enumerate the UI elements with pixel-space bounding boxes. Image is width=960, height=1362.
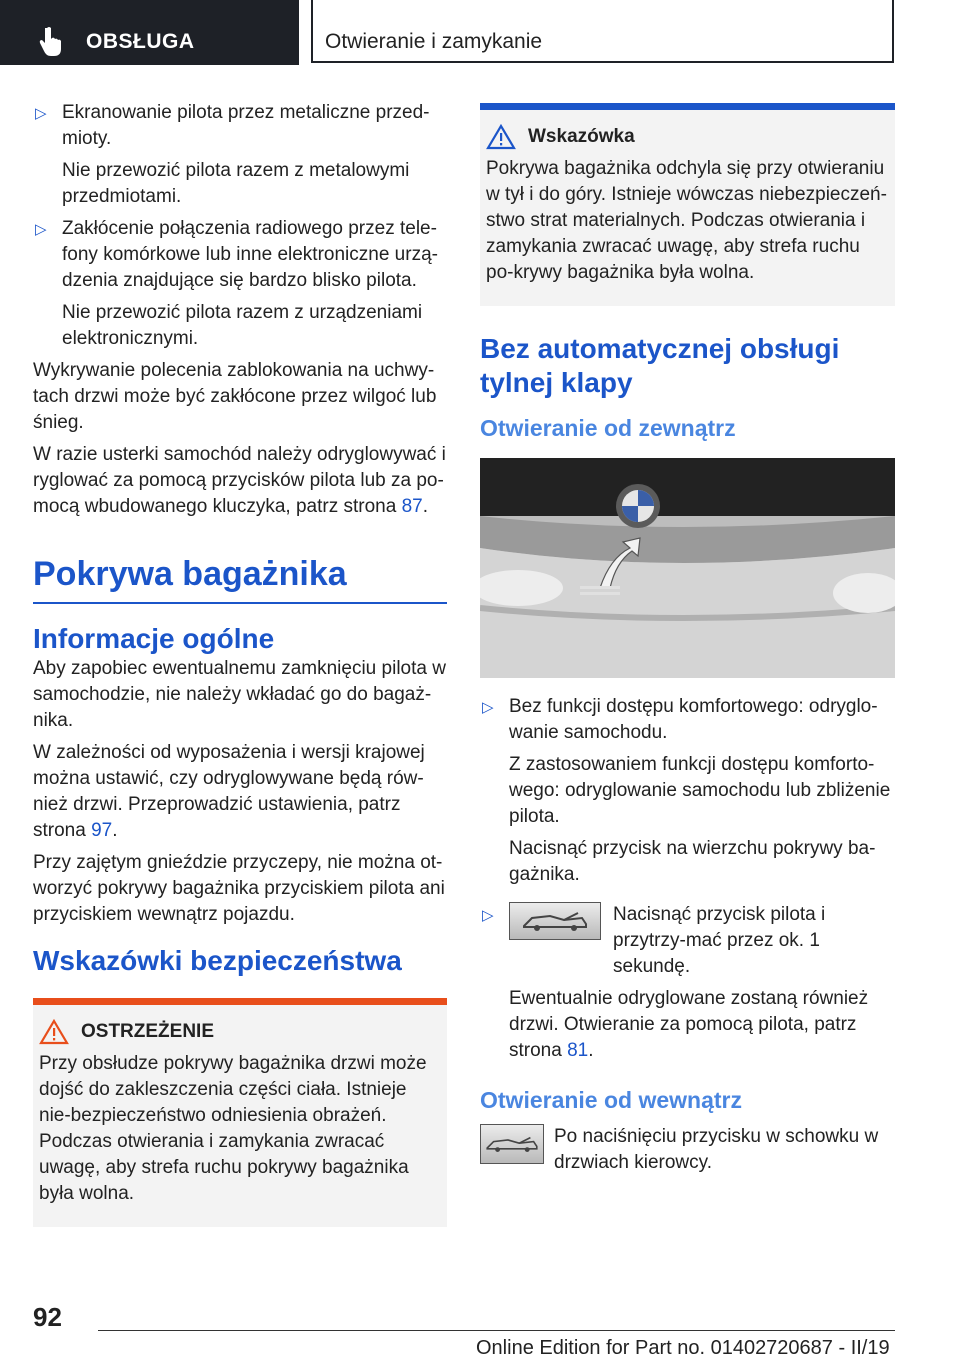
note-title: Wskazówka [528,126,635,147]
list-item-sub: Z zastosowaniem funkcji dostępu komforto‐wego: odryglowanie samochodu lub zbliżenie pilota. [509,754,891,827]
bullet-triangle-icon: ▷ [35,105,47,122]
list-item: ▷ Nacisnąć przycisk pilota i przytrzy‐mać przez ok. 1 sekundę. [482,904,826,977]
right-column [480,103,895,1176]
section-heading: Wskazówki bezpieczeństwa [33,945,402,976]
trunk-photo [480,458,895,678]
trunk-illustration [480,458,895,678]
page-link[interactable]: 97 [91,820,113,841]
list-item: ▷ Zakłócenie połączenia radiowego przez tele‐fony komórkowe lub inne elektroniczne urzą‐dzenia znajdujące się bardzo blisko pilota. [35,218,438,291]
list-item: ▷ Bez funkcji dostępu komfortowego: odryglo‐wanie samochodu. [482,696,878,743]
header-section-tab [0,0,299,65]
chapter-title: Otwieranie i zamykanie [325,30,543,53]
list-item-sub: Ewentualnie odryglowane zostaną również drzwi. Otwieranie za pomocą pilota, patrz strona 81. [509,988,869,1061]
subsection-heading: Otwieranie od wewnątrz [480,1087,742,1113]
subsection-heading: Otwieranie od zewnątrz [480,415,736,441]
page-link[interactable]: 87 [401,496,423,517]
section-title: OBSŁUGA [86,30,195,53]
warning-title: OSTRZEŻENIE [81,1021,215,1042]
list-item-sub: Nacisnąć przycisk na wierzchu pokrywy ba‐gażnika. [509,838,876,885]
warning-text: Przy obsłudze pokrywy bagażnika drzwi może dojść do zakleszczenia części ciała. Istnieje nie‐bezpieczeństwo odniesienia obrażeń. Podczas otwierania i zamykania zwracać uwagę, aby strefa ruchu pokrywy bagażnika była wolna. [39,1053,427,1204]
warning-box [33,998,447,1227]
header-chapter [311,0,894,63]
paragraph: Wykrywanie polecenia zablokowania na uchwy‐tach drzwi może być zakłócone przez wilgoć lub śnieg. [33,360,437,433]
warning-icon [486,124,516,150]
left-column [33,100,447,1227]
page-heading: Pokrywa bagażnika [33,555,347,593]
warning-icon [39,1019,69,1045]
paragraph: Przy zajętym gnieździe przyczepy, nie można ot‐worzyć pokrywy bagażnika przyciskiem pilota ani przyciskiem wewnątrz pojazdu. [33,852,445,925]
page-link[interactable]: 81 [567,1040,589,1061]
section-heading: Bez automatycznej obsługi tylnej klapy [480,333,840,398]
hand-icon [38,26,66,56]
bullet-triangle-icon: ▷ [482,907,494,924]
footer-edition: Online Edition for Part no. 01402720687 - II/19 [476,1337,890,1359]
car-trunk-icon [484,1133,540,1155]
section-heading: Informacje ogólne [33,623,275,654]
paragraph: W razie usterki samochód należy odryglowywać i ryglować za pomocą przycisków pilota lub za po‐mocą wbudowanego kluczyka, patrz strona 87. [33,444,446,517]
note-text: Pokrywa bagażnika odchyla się przy otwieraniu w tył i do góry. Istnieje wówczas niebezpieczeń‐stwo strat materialnych. Podczas otwierania i zamykania zwracać uwagę, aby strefa ruchu po‐krywy bagażnika była wolna. [486,158,887,283]
footer-rule [98,1330,895,1331]
list-item: ▷ Ekranowanie pilota przez metaliczne przed‐mioty. [35,102,430,149]
list-item-sub: Nie przewozić pilota razem z urządzeniami elektronicznymi. [62,302,423,349]
page-number: 92 [33,1302,62,1332]
paragraph: Aby zapobiec ewentualnemu zamknięciu pilota w samochodzie, nie należy wkładać go do bagaż‐nika. [33,658,446,731]
list-item-sub: Nie przewozić pilota razem z metalowymi przedmiotami. [62,160,410,207]
door-trunk-button [480,1124,544,1164]
paragraph: W zależności od wyposażenia i wersji krajowej można ustawić, czy odryglowywane będą rów‐nież drzwi. Przeprowadzić ustawienia, patrz strona 97. [33,742,425,841]
bullet-triangle-icon: ▷ [482,699,494,716]
note-box [480,103,895,306]
heading-rule [33,602,447,604]
remote-trunk-button [509,902,601,940]
car-trunk-icon [520,910,590,932]
inside-instruction: Po naciśnięciu przycisku w schowku w drzwiach kierowcy. [480,1124,895,1176]
bullet-triangle-icon: ▷ [35,221,47,238]
